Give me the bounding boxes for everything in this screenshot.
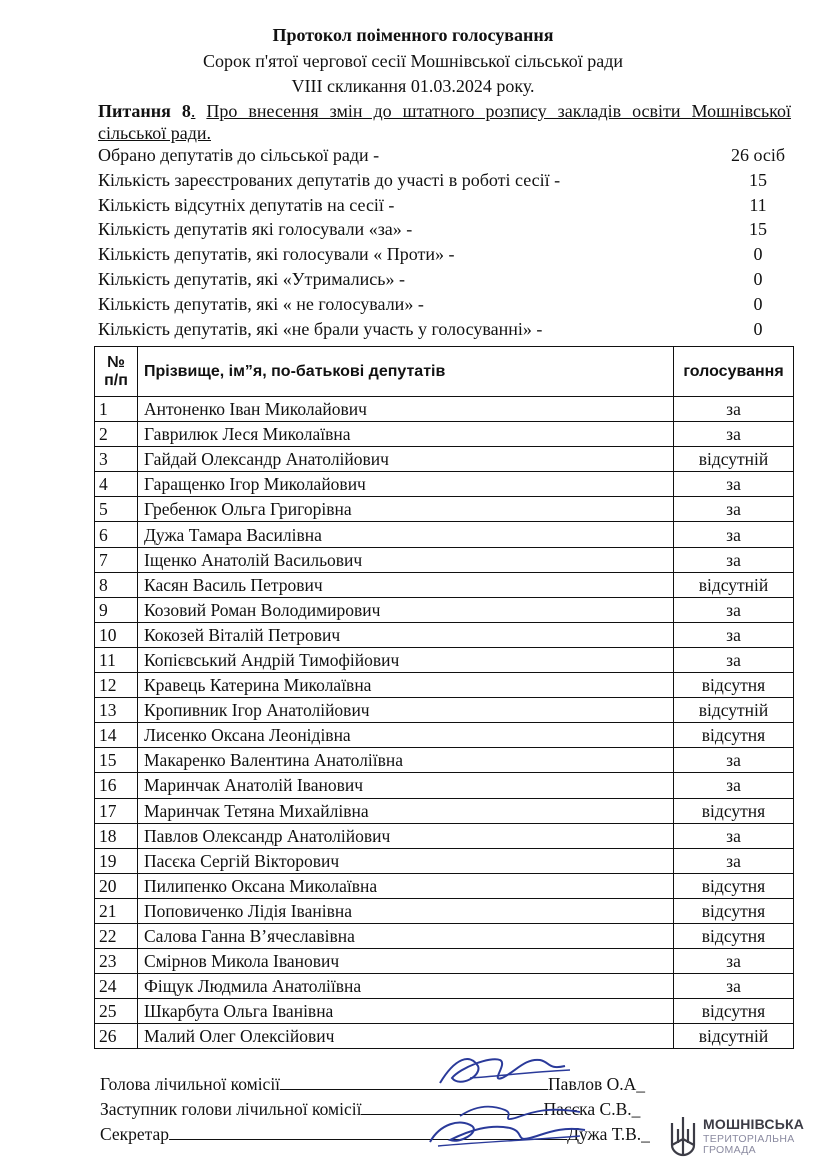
vote-result: за <box>674 422 794 447</box>
stat-label: Кількість депутатів які голосували «за» - <box>98 219 413 240</box>
deputy-name: Пилипенко Оксана Миколаївна <box>138 873 674 898</box>
header-name: Прізвище, ім”я, по-батькові депутатів <box>138 347 674 397</box>
header-number <box>95 347 138 397</box>
vote-result: відсутня <box>674 798 794 823</box>
vote-result: за <box>674 472 794 497</box>
row-number: 21 <box>95 898 138 923</box>
signature-role: Заступник голови лічильної комісії <box>100 1099 362 1119</box>
signature-role: Голова лічильної комісії <box>100 1074 281 1094</box>
row-number: 7 <box>95 547 138 572</box>
row-number: 6 <box>95 522 138 547</box>
table-row <box>95 447 794 472</box>
session-line: Сорок п'ятої чергової сесії Мошнівської сільської ради <box>203 51 623 71</box>
vote-statistics <box>98 145 798 343</box>
vote-result: за <box>674 848 794 873</box>
vote-result: відсутній <box>674 1024 794 1049</box>
stat-row <box>98 195 798 220</box>
vote-result: за <box>674 773 794 798</box>
handwritten-signature-secretary <box>420 1112 590 1150</box>
logo-line-2: ТЕРИТОРІАЛЬНА <box>703 1133 795 1145</box>
stat-value: 11 <box>749 194 767 215</box>
question-dot: . <box>190 101 196 121</box>
vote-result: відсутній <box>674 572 794 597</box>
question-text: Про внесення змін до штатного розпису закладів освіти Мошнівської сільської ради. <box>98 101 791 143</box>
stat-label: Кількість зареєстрованих депутатів до участі в роботі сесії - <box>98 169 561 190</box>
deputy-name: Шкарбута Ольга Іванівна <box>138 999 674 1024</box>
vote-result: відсутня <box>674 673 794 698</box>
stat-value: 0 <box>753 293 763 314</box>
table-row <box>95 798 794 823</box>
deputy-name: Кравець Катерина Миколаївна <box>138 673 674 698</box>
stat-value: 0 <box>753 244 763 265</box>
stat-label: Кількість депутатів, які «Утримались» - <box>98 268 405 289</box>
stat-label: Кількість депутатів, які голосували « Проти» - <box>98 244 455 265</box>
stat-value: 0 <box>753 268 763 289</box>
deputy-name: Лисенко Оксана Леонідівна <box>138 723 674 748</box>
table-row <box>95 923 794 948</box>
deputy-name: Кропивник Ігор Анатолійович <box>138 698 674 723</box>
stat-value: 0 <box>753 318 763 339</box>
row-number: 8 <box>95 572 138 597</box>
row-number: 10 <box>95 622 138 647</box>
vote-result: відсутня <box>674 723 794 748</box>
table-row <box>95 572 794 597</box>
stat-row <box>98 219 798 244</box>
vote-result: за <box>674 522 794 547</box>
row-number: 16 <box>95 773 138 798</box>
table-row <box>95 1024 794 1049</box>
stat-row <box>98 170 798 195</box>
table-row <box>95 748 794 773</box>
table-row <box>95 597 794 622</box>
table-row <box>95 497 794 522</box>
deputy-name: Гаврилюк Леся Миколаївна <box>138 422 674 447</box>
question-block <box>98 100 791 144</box>
table-row <box>95 898 794 923</box>
table-row <box>95 723 794 748</box>
document-title: Протокол поіменного голосування <box>272 25 554 45</box>
row-number: 9 <box>95 597 138 622</box>
vote-result: відсутній <box>674 698 794 723</box>
convocation-date-line: VIII скликання 01.03.2024 року. <box>291 76 535 96</box>
stat-row <box>98 145 798 170</box>
deputy-name: Гребенюк Ольга Григорівна <box>138 497 674 522</box>
deputy-name: Гаращенко Ігор Миколайович <box>138 472 674 497</box>
table-row <box>95 974 794 999</box>
table-header-row <box>95 347 794 397</box>
row-number: 23 <box>95 949 138 974</box>
stat-row <box>98 269 798 294</box>
table-row <box>95 773 794 798</box>
table-row <box>95 647 794 672</box>
vote-result: відсутня <box>674 923 794 948</box>
row-number: 13 <box>95 698 138 723</box>
vote-result: за <box>674 974 794 999</box>
stat-row <box>98 244 798 269</box>
vote-result: за <box>674 597 794 622</box>
table-row <box>95 673 794 698</box>
row-number: 26 <box>95 1024 138 1049</box>
deputy-name: Іщенко Анатолій Васильович <box>138 547 674 572</box>
logo-title: МОШНІВСЬКА <box>703 1116 805 1132</box>
row-number: 24 <box>95 974 138 999</box>
trident-icon <box>668 1115 698 1159</box>
stat-value: 15 <box>749 169 767 190</box>
deputy-name: Смірнов Микола Іванович <box>138 949 674 974</box>
table-row <box>95 622 794 647</box>
vote-result: за <box>674 397 794 422</box>
vote-result: відсутня <box>674 898 794 923</box>
deputy-name: Маринчак Анатолій Іванович <box>138 773 674 798</box>
table-row <box>95 698 794 723</box>
handwritten-signature-chair <box>430 1048 580 1093</box>
header-vote: голосування <box>674 347 794 397</box>
table-row <box>95 422 794 447</box>
row-number: 25 <box>95 999 138 1024</box>
row-number: 4 <box>95 472 138 497</box>
deputy-name: Касян Василь Петрович <box>138 572 674 597</box>
row-number: 20 <box>95 873 138 898</box>
table-row <box>95 472 794 497</box>
logo-subtitle <box>703 1134 795 1156</box>
deputy-name: Антоненко Іван Миколайович <box>138 397 674 422</box>
row-number: 19 <box>95 848 138 873</box>
signature-role: Секретар <box>100 1124 170 1144</box>
header-number-symbol: № <box>107 353 125 371</box>
vote-result: за <box>674 748 794 773</box>
row-number: 15 <box>95 748 138 773</box>
row-number: 18 <box>95 823 138 848</box>
deputy-name: Пасєка Сергій Вікторович <box>138 848 674 873</box>
question-label: Питання 8 <box>98 101 191 121</box>
deputy-name: Козовий Роман Володимирович <box>138 597 674 622</box>
community-logo <box>666 1113 816 1165</box>
row-number: 2 <box>95 422 138 447</box>
stat-label: Кількість депутатів, які «не брали участь у голосуванні» - <box>98 318 543 339</box>
row-number: 11 <box>95 647 138 672</box>
deputy-name: Поповиченко Лідія Іванівна <box>138 898 674 923</box>
table-row <box>95 999 794 1024</box>
vote-result: за <box>674 497 794 522</box>
vote-result: за <box>674 622 794 647</box>
stat-value: 15 <box>749 219 767 240</box>
deputy-name: Малий Олег Олексійович <box>138 1024 674 1049</box>
stat-label: Кількість відсутніх депутатів на сесії - <box>98 194 395 215</box>
deputy-name: Маринчак Тетяна Михайлівна <box>138 798 674 823</box>
table-row <box>95 848 794 873</box>
row-number: 17 <box>95 798 138 823</box>
deputy-name: Гайдай Олександр Анатолійович <box>138 447 674 472</box>
row-number: 5 <box>95 497 138 522</box>
table-row <box>95 397 794 422</box>
vote-result: за <box>674 949 794 974</box>
signature-name: Дужа Т.В._ <box>567 1124 650 1144</box>
vote-result: за <box>674 823 794 848</box>
logo-line-3: ГРОМАДА <box>703 1144 756 1156</box>
stat-row <box>98 294 798 319</box>
vote-result: відсутня <box>674 999 794 1024</box>
vote-result: відсутній <box>674 447 794 472</box>
deputy-name: Павлов Олександр Анатолійович <box>138 823 674 848</box>
table-row <box>95 522 794 547</box>
deputy-name: Копієвський Андрій Тимофійович <box>138 647 674 672</box>
deputy-name: Кокозей Віталій Петрович <box>138 622 674 647</box>
header-number-abbr: п/п <box>104 371 128 389</box>
row-number: 12 <box>95 673 138 698</box>
stat-row <box>98 319 798 344</box>
deputy-name: Дужа Тамара Василівна <box>138 522 674 547</box>
table-row <box>95 873 794 898</box>
row-number: 14 <box>95 723 138 748</box>
signature-name: Павлов О.А_ <box>548 1074 646 1094</box>
table-row <box>95 547 794 572</box>
signature-name: Пасєка С.В._ <box>543 1099 641 1119</box>
deputy-name: Макаренко Валентина Анатоліївна <box>138 748 674 773</box>
vote-result: за <box>674 647 794 672</box>
stat-label: Обрано депутатів до сільської ради - <box>98 145 380 165</box>
stat-value: 26 осіб <box>730 145 786 165</box>
vote-result: за <box>674 547 794 572</box>
table-row <box>95 823 794 848</box>
deputy-name: Салова Ганна В’ячеславівна <box>138 923 674 948</box>
row-number: 1 <box>95 397 138 422</box>
table-row <box>95 949 794 974</box>
stat-label: Кількість депутатів, які « не голосували» - <box>98 293 424 314</box>
row-number: 3 <box>95 447 138 472</box>
vote-result: відсутня <box>674 873 794 898</box>
row-number: 22 <box>95 923 138 948</box>
deputy-name: Фіщук Людмила Анатоліївна <box>138 974 674 999</box>
roll-call-table <box>94 346 794 1049</box>
